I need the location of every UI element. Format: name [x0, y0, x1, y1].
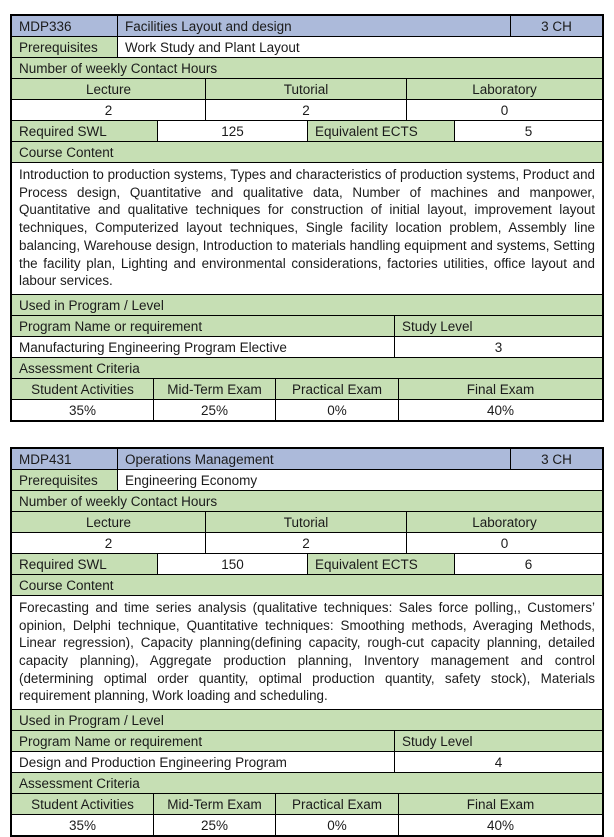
equivalent-ects-value: 5: [455, 121, 602, 141]
mid-term-exam-label: Mid-Term Exam: [154, 794, 276, 814]
swl-row: [12, 554, 602, 575]
prerequisites-value: Work Study and Plant Layout: [118, 37, 602, 57]
program-name-value: Manufacturing Engineering Program Elective: [12, 337, 395, 357]
assessment-value-row: [12, 815, 602, 835]
program-name-label: Program Name or requirement: [12, 731, 395, 751]
prerequisites-row: [12, 37, 602, 58]
prerequisites-label: Prerequisites: [12, 470, 118, 490]
course-code: MDP431: [12, 449, 118, 469]
required-swl-value: 150: [158, 554, 308, 574]
program-name-label: Program Name or requirement: [12, 316, 395, 336]
course-table-mdp336: [10, 14, 604, 422]
course-content-header-row: [12, 575, 602, 596]
final-exam-label: Final Exam: [399, 379, 602, 399]
prerequisites-row: [12, 470, 602, 491]
study-level-label: Study Level: [395, 731, 602, 751]
hours-value-row: [12, 533, 602, 554]
equivalent-ects-value: 6: [455, 554, 602, 574]
lecture-label: Lecture: [12, 79, 206, 99]
study-level-value: 4: [395, 752, 602, 772]
laboratory-label: Laboratory: [407, 512, 602, 532]
student-activities-label: Student Activities: [12, 794, 154, 814]
prerequisites-label: Prerequisites: [12, 37, 118, 57]
laboratory-value: 0: [407, 100, 602, 120]
laboratory-value: 0: [407, 533, 602, 553]
course-content-header-row: [12, 142, 602, 163]
used-in-program-label: Used in Program / Level: [12, 710, 602, 730]
study-level-label: Study Level: [395, 316, 602, 336]
hours-type-row: [12, 79, 602, 100]
course-code: MDP336: [12, 16, 118, 36]
course-content-label: Course Content: [12, 575, 602, 595]
course-header-row: [12, 16, 602, 37]
mid-term-exam-value: 25%: [154, 815, 276, 835]
course-content-label: Course Content: [12, 142, 602, 162]
used-in-program-row: [12, 295, 602, 316]
assessment-header-row: [12, 379, 602, 400]
practical-exam-value: 0%: [276, 815, 399, 835]
lecture-value: 2: [12, 533, 206, 553]
assessment-criteria-label: Assessment Criteria: [12, 773, 602, 793]
used-in-program-row: [12, 710, 602, 731]
study-level-value: 3: [395, 337, 602, 357]
contact-hours-label: Number of weekly Contact Hours: [12, 58, 602, 78]
assessment-criteria-row: [12, 358, 602, 379]
lecture-label: Lecture: [12, 512, 206, 532]
course-content-row: [12, 596, 602, 710]
course-content-row: [12, 163, 602, 295]
credit-hours: 3 CH: [511, 16, 602, 36]
final-exam-label: Final Exam: [399, 794, 602, 814]
final-exam-value: 40%: [399, 815, 602, 835]
student-activities-value: 35%: [12, 815, 154, 835]
credit-hours: 3 CH: [511, 449, 602, 469]
practical-exam-value: 0%: [276, 400, 399, 420]
hours-type-row: [12, 512, 602, 533]
required-swl-value: 125: [158, 121, 308, 141]
equivalent-ects-label: Equivalent ECTS: [308, 121, 455, 141]
mid-term-exam-value: 25%: [154, 400, 276, 420]
mid-term-exam-label: Mid-Term Exam: [154, 379, 276, 399]
final-exam-value: 40%: [399, 400, 602, 420]
program-name-value: Design and Production Engineering Program: [12, 752, 395, 772]
tutorial-value: 2: [206, 533, 407, 553]
course-content-text: Introduction to production systems, Types and characteristics of production systems, Product and Process design, Quantitative and qualitative data, Number of machines and manpower, Quantitative and qualitative techniques for construction of initial layout, improvement layout techniques, Computerized layout techniques, Single facility location problem, Assembly line balancing, Warehouse design, Introduction to materials handling equipment and systems, Setting the facility plan, Lighting and environmental considerations, factories utilities, office layout and labour services.: [12, 163, 602, 294]
course-title: Operations Management: [118, 449, 511, 469]
course-table-mdp431: [10, 447, 604, 837]
course-content-text: Forecasting and time series analysis (qualitative techniques: Sales force polling,, Customers’ opinion, Delphi technique, Quantitative techniques: Smoothing methods, Averaging Methods, Linear regression), Capacity planning(defining capacity, rough-cut capacity planning, detailed capacity planning), Aggregate production planning, Inventory management and control (determining optimal order quantity, optimal production quantity, safety stock), Materials requirement planning, Work loading and scheduling.: [12, 596, 602, 709]
assessment-value-row: [12, 400, 602, 420]
course-title: Facilities Layout and design: [118, 16, 511, 36]
prerequisites-value: Engineering Economy: [118, 470, 602, 490]
required-swl-label: Required SWL: [12, 121, 158, 141]
program-header-row: [12, 316, 602, 337]
swl-row: [12, 121, 602, 142]
tutorial-label: Tutorial: [206, 512, 407, 532]
assessment-header-row: [12, 794, 602, 815]
required-swl-label: Required SWL: [12, 554, 158, 574]
practical-exam-label: Practical Exam: [276, 794, 399, 814]
equivalent-ects-label: Equivalent ECTS: [308, 554, 455, 574]
used-in-program-label: Used in Program / Level: [12, 295, 602, 315]
program-value-row: [12, 337, 602, 358]
lecture-value: 2: [12, 100, 206, 120]
laboratory-label: Laboratory: [407, 79, 602, 99]
student-activities-label: Student Activities: [12, 379, 154, 399]
contact-hours-header-row: [12, 491, 602, 512]
practical-exam-label: Practical Exam: [276, 379, 399, 399]
student-activities-value: 35%: [12, 400, 154, 420]
program-value-row: [12, 752, 602, 773]
tutorial-value: 2: [206, 100, 407, 120]
tutorial-label: Tutorial: [206, 79, 407, 99]
contact-hours-header-row: [12, 58, 602, 79]
program-header-row: [12, 731, 602, 752]
course-header-row: [12, 449, 602, 470]
assessment-criteria-row: [12, 773, 602, 794]
assessment-criteria-label: Assessment Criteria: [12, 358, 602, 378]
contact-hours-label: Number of weekly Contact Hours: [12, 491, 602, 511]
hours-value-row: [12, 100, 602, 121]
